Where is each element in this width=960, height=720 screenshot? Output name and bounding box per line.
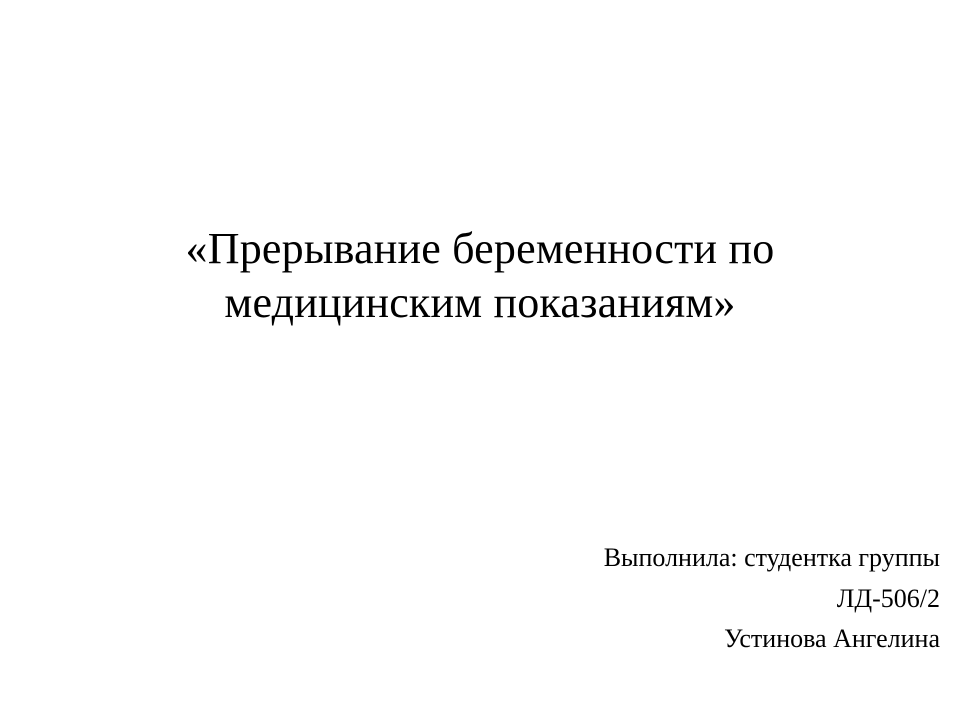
- slide-title-line-1: «Прерывание беременности по: [185, 224, 775, 273]
- slide-title: [72, 222, 888, 329]
- byline-group: ЛД-506/2: [836, 583, 940, 613]
- byline-author-name: Устинова Ангелина: [724, 624, 940, 654]
- slide-title-line-2: медицинским показаниям»: [224, 277, 736, 327]
- slide-byline: [72, 538, 952, 660]
- byline-author-role: Выполнила: студентка группы: [603, 543, 940, 572]
